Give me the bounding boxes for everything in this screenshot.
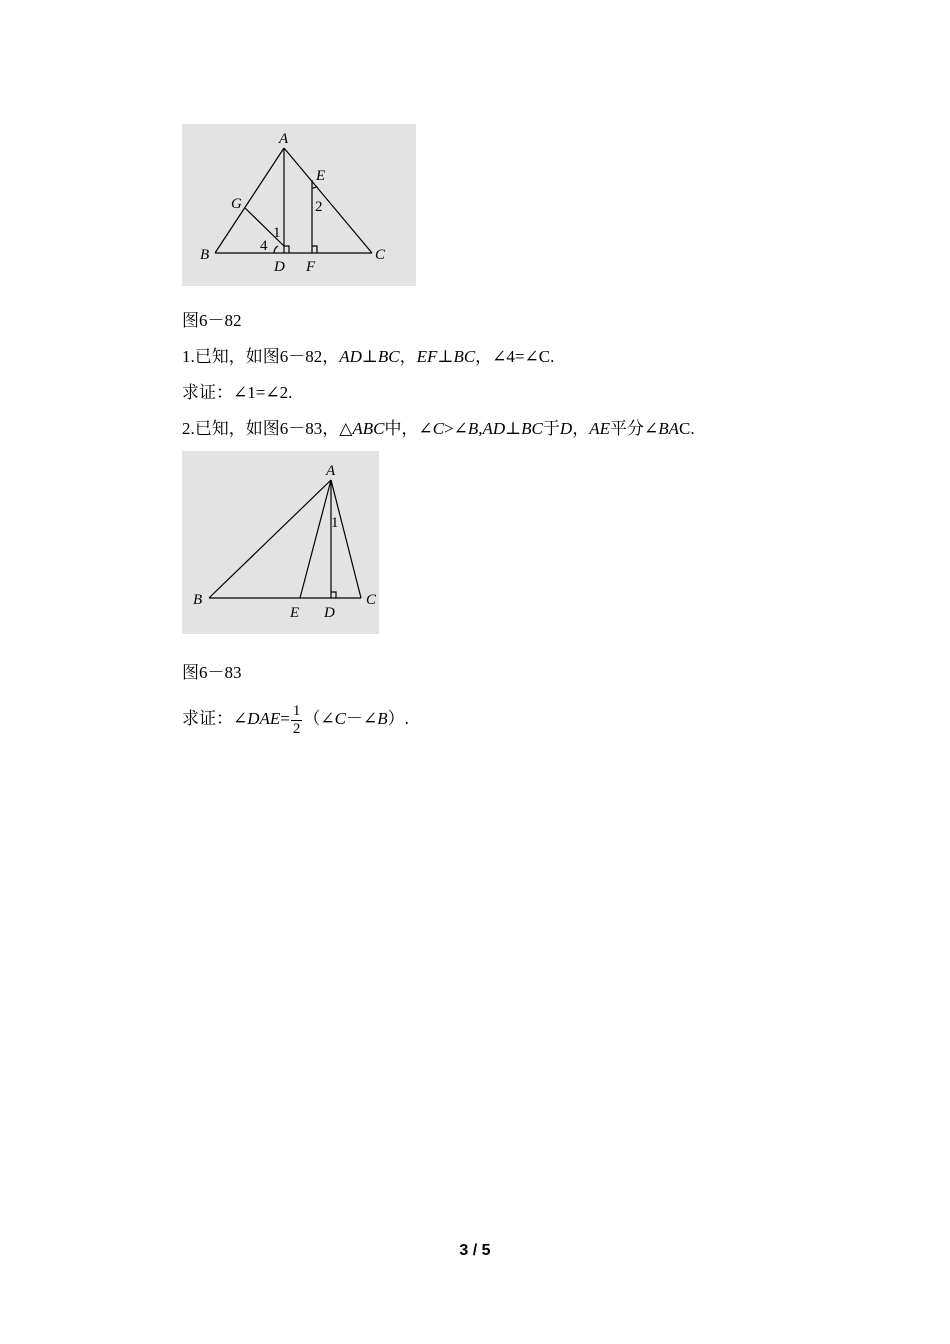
page-number: 3 / 5 — [459, 1242, 491, 1259]
label-point-a: A — [279, 131, 289, 147]
problem-1-prove: 求证：∠1=∠2. — [182, 383, 293, 402]
p3-d: D — [559, 419, 573, 438]
angle-arc-4 — [274, 246, 278, 253]
p3-mid: 中，∠ — [384, 419, 433, 438]
label-angle-1: 1 — [331, 515, 339, 531]
p3-gt: >∠ — [444, 419, 468, 438]
label-point-e: E — [316, 168, 326, 184]
p1-rest: ，∠4=∠C. — [475, 347, 555, 366]
label-point-b: B — [200, 247, 210, 263]
p1-ad: AD — [339, 347, 362, 366]
caption-figure-6-83: 图6－83 — [182, 663, 242, 682]
p3-pingfen: 平分∠ — [609, 419, 659, 438]
figure-6-82 — [182, 124, 416, 286]
fraction-numerator: 1 — [292, 702, 301, 719]
p4-eq: = — [280, 709, 290, 728]
p3-ae: AE — [589, 419, 610, 438]
fraction-one-half — [291, 703, 303, 738]
label-point-c: C — [375, 247, 386, 263]
label-point-e: E — [290, 605, 300, 621]
label-point-d: D — [274, 259, 285, 275]
label-point-d: D — [324, 605, 335, 621]
label-angle-2: 2 — [315, 199, 323, 215]
p1-perp2: ⊥ — [437, 347, 454, 366]
side-ab — [209, 480, 331, 598]
p4-prefix: 求证：∠ — [182, 709, 248, 728]
side-ac — [284, 148, 372, 253]
right-angle-mark-d — [331, 592, 336, 598]
fraction-denominator: 2 — [292, 720, 301, 737]
p4-dae: DAE — [247, 709, 281, 728]
p4-paren-open: （∠ — [303, 709, 335, 728]
figure-6-83-diagram — [182, 451, 379, 634]
right-angle-mark-f — [312, 246, 317, 253]
p1-bc2: BC — [453, 347, 476, 366]
p3-perp: ⊥ — [505, 419, 522, 438]
angle-arc-2 — [312, 186, 317, 188]
problem-2-given — [182, 417, 695, 441]
p3-end: C. — [679, 419, 695, 438]
p3-prefix: 2.已知，如图6－83，△ — [182, 419, 353, 438]
p3-bc: BC — [521, 419, 543, 438]
p1-comma1: ， — [399, 347, 417, 366]
problem-1-given — [182, 345, 554, 369]
label-point-a: A — [326, 463, 336, 479]
p4-paren-close: ）. — [387, 709, 409, 728]
p3-yu: 于 — [542, 419, 560, 438]
p1-prefix: 1.已知，如图6－82， — [182, 347, 340, 366]
label-point-b: B — [193, 592, 203, 608]
p3-ba: BA — [658, 419, 679, 438]
p1-ef: EF — [416, 347, 438, 366]
segment-ae — [300, 480, 331, 598]
label-angle-1: 1 — [273, 225, 281, 241]
caption-figure-6-82: 图6－82 — [182, 311, 242, 330]
p1-bc1: BC — [377, 347, 400, 366]
label-point-g: G — [231, 196, 242, 212]
p4-c: C — [334, 709, 346, 728]
side-ac — [331, 480, 361, 598]
p1-perp1: ⊥ — [361, 347, 378, 366]
p3-c: C — [432, 419, 445, 438]
label-angle-4: 4 — [260, 238, 268, 254]
figure-6-83 — [182, 451, 379, 634]
p3-bad: B,AD — [467, 419, 506, 438]
figure-6-82-diagram — [182, 124, 416, 286]
problem-2-prove — [182, 700, 409, 738]
label-point-c: C — [366, 592, 377, 608]
p3-abc: ABC — [352, 419, 385, 438]
p3-comma: ， — [572, 419, 590, 438]
p4-b: B — [377, 709, 388, 728]
p4-minus: －∠ — [345, 709, 378, 728]
right-angle-mark-d — [284, 246, 289, 253]
label-point-f: F — [306, 259, 316, 275]
